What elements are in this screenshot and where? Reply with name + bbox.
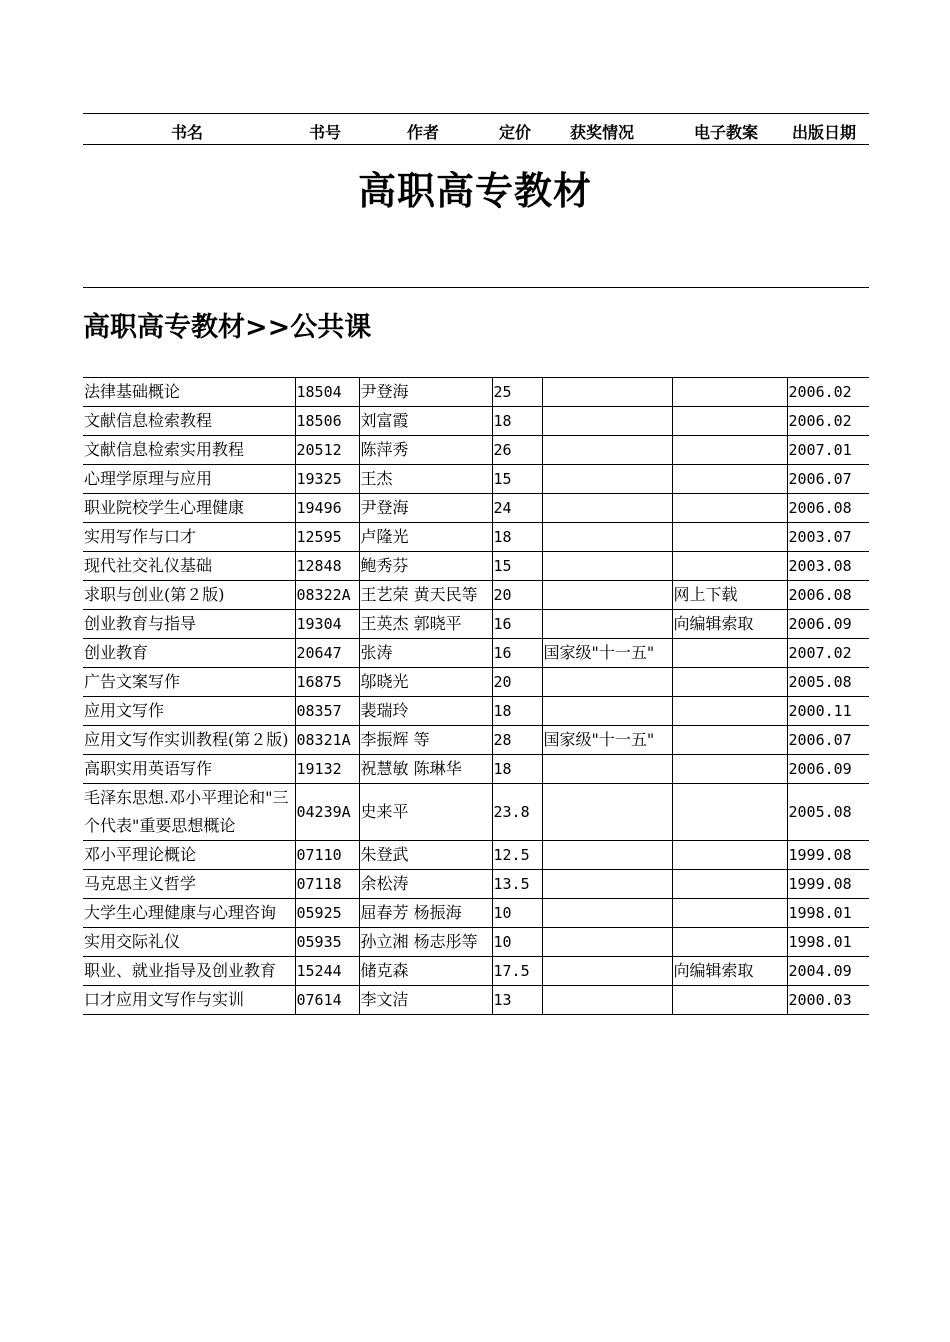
book-isbn-cell: 20512 <box>295 436 359 465</box>
section-title: 高职高专教材>>公共课 <box>83 312 372 343</box>
book-table <box>83 377 869 1015</box>
book-award-cell <box>542 407 672 436</box>
book-courseware-cell: 向编辑索取 <box>672 957 787 986</box>
table-row <box>83 986 869 1015</box>
book-courseware-cell <box>672 494 787 523</box>
book-author-cell: 王英杰 郭晓平 <box>359 610 492 639</box>
book-price-cell: 18 <box>492 407 542 436</box>
book-courseware-cell <box>672 523 787 552</box>
book-title-cell: 心理学原理与应用 <box>83 465 295 494</box>
book-courseware-cell <box>672 378 787 407</box>
book-title-cell: 法律基础概论 <box>83 378 295 407</box>
book-award-cell: 国家级"十一五" <box>542 726 672 755</box>
book-author-cell: 刘富霞 <box>359 407 492 436</box>
book-isbn-cell: 18506 <box>295 407 359 436</box>
table-row <box>83 610 869 639</box>
table-row <box>83 668 869 697</box>
book-isbn-cell: 19304 <box>295 610 359 639</box>
book-author-cell: 王杰 <box>359 465 492 494</box>
book-title-cell: 文献信息检索实用教程 <box>83 436 295 465</box>
book-award-cell <box>542 986 672 1015</box>
book-author-cell: 史来平 <box>359 784 492 841</box>
book-isbn-cell: 08322A <box>295 581 359 610</box>
book-price-cell: 23.8 <box>492 784 542 841</box>
book-date-cell: 2006.08 <box>787 494 869 523</box>
book-courseware-cell <box>672 436 787 465</box>
book-price-cell: 18 <box>492 755 542 784</box>
book-author-cell: 余松涛 <box>359 870 492 899</box>
book-price-cell: 24 <box>492 494 542 523</box>
book-award-cell <box>542 755 672 784</box>
book-courseware-cell <box>672 465 787 494</box>
book-title-cell: 应用文写作 <box>83 697 295 726</box>
book-award-cell: 国家级"十一五" <box>542 639 672 668</box>
book-author-cell: 陈萍秀 <box>359 436 492 465</box>
book-date-cell: 2006.07 <box>787 465 869 494</box>
book-author-cell: 朱登武 <box>359 841 492 870</box>
book-title-cell: 求职与创业(第２版) <box>83 581 295 610</box>
table-row <box>83 841 869 870</box>
table-row <box>83 639 869 668</box>
book-author-cell: 储克森 <box>359 957 492 986</box>
book-table-body <box>83 378 869 1015</box>
book-award-cell <box>542 581 672 610</box>
book-award-cell <box>542 465 672 494</box>
book-date-cell: 2006.07 <box>787 726 869 755</box>
book-date-cell: 2007.01 <box>787 436 869 465</box>
book-date-cell: 1998.01 <box>787 899 869 928</box>
header-isbn: 书号 <box>309 123 342 142</box>
book-courseware-cell <box>672 552 787 581</box>
book-award-cell <box>542 957 672 986</box>
book-isbn-cell: 19132 <box>295 755 359 784</box>
book-price-cell: 17.5 <box>492 957 542 986</box>
book-author-cell: 鲍秀芬 <box>359 552 492 581</box>
book-award-cell <box>542 523 672 552</box>
book-courseware-cell <box>672 899 787 928</box>
book-author-cell: 李振辉 等 <box>359 726 492 755</box>
book-title-cell: 口才应用文写作与实训 <box>83 986 295 1015</box>
book-isbn-cell: 08357 <box>295 697 359 726</box>
table-row <box>83 378 869 407</box>
book-isbn-cell: 15244 <box>295 957 359 986</box>
book-author-cell: 孙立湘 杨志彤等 <box>359 928 492 957</box>
book-date-cell: 2006.02 <box>787 407 869 436</box>
table-row <box>83 957 869 986</box>
table-row <box>83 494 869 523</box>
book-author-cell: 张涛 <box>359 639 492 668</box>
header-date: 出版日期 <box>792 123 857 142</box>
book-award-cell <box>542 899 672 928</box>
book-date-cell: 1999.08 <box>787 841 869 870</box>
book-title-cell: 创业教育与指导 <box>83 610 295 639</box>
book-isbn-cell: 12595 <box>295 523 359 552</box>
header-price: 定价 <box>499 123 532 142</box>
book-award-cell <box>542 436 672 465</box>
book-award-cell <box>542 841 672 870</box>
header-award: 获奖情况 <box>570 123 635 142</box>
book-award-cell <box>542 494 672 523</box>
book-date-cell: 2007.02 <box>787 639 869 668</box>
book-price-cell: 18 <box>492 697 542 726</box>
table-row <box>83 784 869 841</box>
book-price-cell: 16 <box>492 639 542 668</box>
book-courseware-cell <box>672 726 787 755</box>
book-date-cell: 2006.09 <box>787 755 869 784</box>
section-divider <box>83 287 869 288</box>
book-courseware-cell <box>672 697 787 726</box>
table-row <box>83 581 869 610</box>
book-date-cell: 2005.08 <box>787 668 869 697</box>
book-price-cell: 20 <box>492 668 542 697</box>
book-price-cell: 13 <box>492 986 542 1015</box>
book-date-cell: 2000.03 <box>787 986 869 1015</box>
book-date-cell: 2004.09 <box>787 957 869 986</box>
book-courseware-cell <box>672 639 787 668</box>
book-author-cell: 李文洁 <box>359 986 492 1015</box>
book-date-cell: 2003.07 <box>787 523 869 552</box>
book-date-cell: 2006.09 <box>787 610 869 639</box>
book-courseware-cell <box>672 668 787 697</box>
book-courseware-cell <box>672 928 787 957</box>
book-price-cell: 18 <box>492 523 542 552</box>
book-date-cell: 1998.01 <box>787 928 869 957</box>
book-price-cell: 15 <box>492 552 542 581</box>
book-isbn-cell: 18504 <box>295 378 359 407</box>
book-award-cell <box>542 610 672 639</box>
book-date-cell: 2006.02 <box>787 378 869 407</box>
table-row <box>83 465 869 494</box>
book-title-cell: 文献信息检索教程 <box>83 407 295 436</box>
book-price-cell: 10 <box>492 928 542 957</box>
table-row <box>83 899 869 928</box>
book-author-cell: 尹登海 <box>359 494 492 523</box>
book-award-cell <box>542 870 672 899</box>
book-award-cell <box>542 552 672 581</box>
book-date-cell: 2003.08 <box>787 552 869 581</box>
book-date-cell: 1999.08 <box>787 870 869 899</box>
table-row <box>83 697 869 726</box>
book-price-cell: 15 <box>492 465 542 494</box>
book-price-cell: 26 <box>492 436 542 465</box>
header-title: 书名 <box>171 123 204 142</box>
book-courseware-cell <box>672 841 787 870</box>
book-award-cell <box>542 668 672 697</box>
column-header-row <box>83 113 869 145</box>
table-row <box>83 552 869 581</box>
table-row <box>83 928 869 957</box>
header-author: 作者 <box>407 123 440 142</box>
book-price-cell: 20 <box>492 581 542 610</box>
book-price-cell: 16 <box>492 610 542 639</box>
book-title-cell: 实用交际礼仪 <box>83 928 295 957</box>
table-row <box>83 407 869 436</box>
book-isbn-cell: 05935 <box>295 928 359 957</box>
table-row <box>83 726 869 755</box>
book-award-cell <box>542 697 672 726</box>
book-title-cell: 应用文写作实训教程(第２版) <box>83 726 295 755</box>
table-row <box>83 755 869 784</box>
book-courseware-cell: 网上下载 <box>672 581 787 610</box>
book-title-cell: 马克思主义哲学 <box>83 870 295 899</box>
table-row <box>83 870 869 899</box>
book-isbn-cell: 05925 <box>295 899 359 928</box>
book-author-cell: 屈春芳 杨振海 <box>359 899 492 928</box>
book-author-cell: 祝慧敏 陈琳华 <box>359 755 492 784</box>
book-title-cell: 现代社交礼仪基础 <box>83 552 295 581</box>
book-courseware-cell <box>672 407 787 436</box>
book-title-cell: 高职实用英语写作 <box>83 755 295 784</box>
book-award-cell <box>542 784 672 841</box>
book-price-cell: 28 <box>492 726 542 755</box>
book-courseware-cell <box>672 870 787 899</box>
book-title-cell: 创业教育 <box>83 639 295 668</box>
book-price-cell: 10 <box>492 899 542 928</box>
book-price-cell: 25 <box>492 378 542 407</box>
book-courseware-cell <box>672 986 787 1015</box>
book-author-cell: 邬晓光 <box>359 668 492 697</box>
book-title-cell: 职业、就业指导及创业教育 <box>83 957 295 986</box>
book-title-cell: 毛泽东思想.邓小平理论和"三个代表"重要思想概论 <box>83 784 295 841</box>
table-row <box>83 523 869 552</box>
book-isbn-cell: 20647 <box>295 639 359 668</box>
book-isbn-cell: 07118 <box>295 870 359 899</box>
book-price-cell: 12.5 <box>492 841 542 870</box>
book-courseware-cell <box>672 755 787 784</box>
book-date-cell: 2005.08 <box>787 784 869 841</box>
book-author-cell: 尹登海 <box>359 378 492 407</box>
book-title-cell: 实用写作与口才 <box>83 523 295 552</box>
book-isbn-cell: 04239A <box>295 784 359 841</box>
book-author-cell: 裴瑞玲 <box>359 697 492 726</box>
book-courseware-cell <box>672 784 787 841</box>
book-isbn-cell: 19325 <box>295 465 359 494</box>
book-author-cell: 王艺荣 黄天民等 <box>359 581 492 610</box>
book-date-cell: 2006.08 <box>787 581 869 610</box>
book-author-cell: 卢隆光 <box>359 523 492 552</box>
book-courseware-cell: 向编辑索取 <box>672 610 787 639</box>
book-isbn-cell: 16875 <box>295 668 359 697</box>
book-title-cell: 广告文案写作 <box>83 668 295 697</box>
book-isbn-cell: 07110 <box>295 841 359 870</box>
book-price-cell: 13.5 <box>492 870 542 899</box>
book-award-cell <box>542 928 672 957</box>
book-date-cell: 2000.11 <box>787 697 869 726</box>
book-title-cell: 邓小平理论概论 <box>83 841 295 870</box>
book-isbn-cell: 07614 <box>295 986 359 1015</box>
book-title-cell: 职业院校学生心理健康 <box>83 494 295 523</box>
book-isbn-cell: 12848 <box>295 552 359 581</box>
book-award-cell <box>542 378 672 407</box>
book-isbn-cell: 19496 <box>295 494 359 523</box>
book-title-cell: 大学生心理健康与心理咨询 <box>83 899 295 928</box>
book-isbn-cell: 08321A <box>295 726 359 755</box>
header-courseware: 电子教案 <box>694 123 759 142</box>
page-title: 高职高专教材 <box>357 168 592 213</box>
table-row <box>83 436 869 465</box>
